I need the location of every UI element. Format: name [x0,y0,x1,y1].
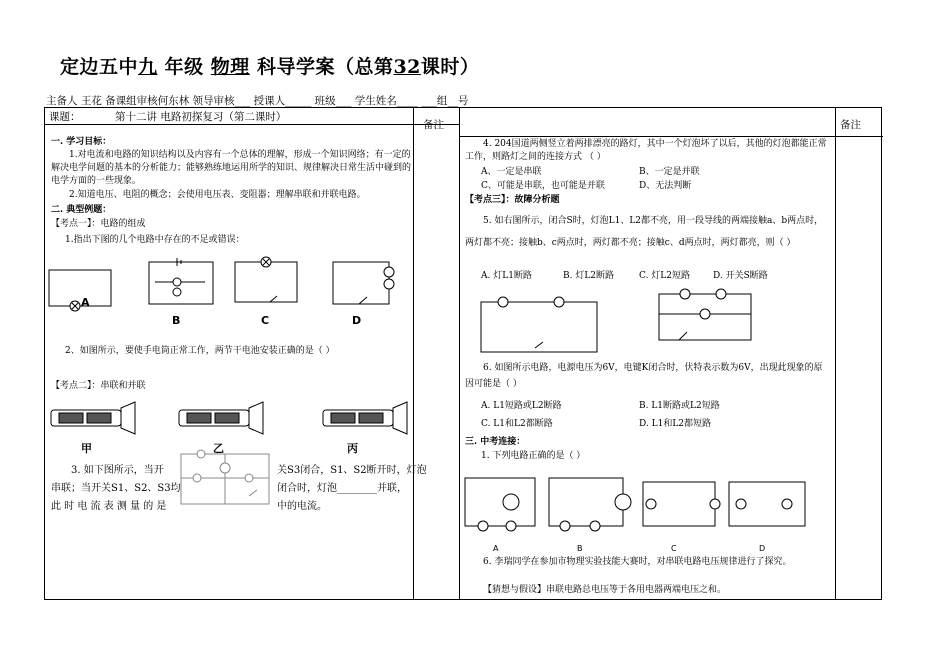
q4-option-c: C、可能是串联，也可能是并联 [481,181,605,191]
q6-option-d: D. L1和L2都短路 [639,419,712,429]
row-divider-right [459,136,883,137]
q6-option-b: B. L1断路或L2短路 [639,401,720,411]
question-3-right-c: 中的电流。 [277,501,327,512]
q5-option-c: C. 灯L2短路 [639,271,690,281]
circuit-figure-q6 [645,288,775,348]
topic-point-2: 【考点二】：串联和并联 [51,381,146,391]
fig3-label-d: D [759,544,766,553]
objective-2: 2.知道电压、电阻的概念；会使用电压表、变阻器；理解串联和并联电路。 [69,190,366,200]
flashlight-figures [45,398,413,438]
col-divider-2 [459,108,460,599]
q4-option-b: B、一定是并联 [639,167,700,177]
question-3-right-a: 关S3闭合，S1、S2断开时，灯泡 [277,465,427,476]
circuit-figure-q3 [175,448,275,510]
circuit-figures-3 [461,468,835,538]
topic-point-1: 【考点一】：电路的组成 [51,219,146,229]
question-2: 2、如图所示，要使手电筒正常工作，两节干电池安装正确的是（ ） [65,346,335,356]
objective-1: 1.对电流和电路的知识结构以及内容有一个总体的理解，形成一个知识网络；有一定的解决电学问题的基本的分析能力；能够熟练地运用所学的知识、规律解决日常生活中碰到的电学方面的一些现象。 [51,150,412,186]
fig2-label-jia: 甲 [81,442,92,455]
topic-label: 课题： [49,111,81,123]
question-3-line-c: 此 时 电 流 表 测 量 的 是 [51,501,167,512]
q6-option-c: C. L1和L2都断路 [481,419,553,429]
fig2-label-bing: 丙 [347,442,358,455]
q4-option-d: D、无法判断 [639,181,692,191]
question-3-right-b: 闭合时，灯泡________并联， [277,483,407,494]
col-divider-1 [413,108,414,599]
question-1: 1.指出下图的几个电路中存在的不足或错误： [65,235,245,245]
hypothesis-line: 【猜想与假设】串联电路总电压等于各用电器两端电压之和。 [483,585,727,595]
fig3-label-c: C [671,544,677,553]
exam-question-1: 1. 下列电路正确的是（ ） [481,451,586,461]
topic-point-3: 【考点三】：故障分析题 [465,195,560,205]
q6-option-a: A. L1短路或L2断路 [481,401,562,411]
notes-header-left: 备注 [423,119,444,131]
q5-option-a: A. 灯L1断路 [481,271,532,281]
row-divider-left [45,124,459,125]
exam-question-6: 6. 李瑞同学在参加市物理实验技能大赛时，对串联电路电压规律进行了探究。 [483,557,792,567]
fig1-label-a: A [81,296,90,309]
document-title: 定边五中九 年级 物理 科导学案（总第32课时） [60,56,480,78]
section-examples: 二. 典型例题： [51,205,112,215]
fig3-label-b: B [577,544,583,553]
fig3-label-a: A [493,544,499,553]
fig1-label-d: D [352,314,362,327]
q5-option-d: D. 开关S断路 [713,271,768,281]
fig1-label-c: C [261,314,270,327]
section-objectives: 一. 学习目标： [51,137,112,147]
fig2-label-yi: 乙 [213,442,224,455]
question-3-line-a: 3. 如下图所示，当开 [71,465,164,476]
question-3-line-b: 串联；当开关S1、S2、S3均 [51,483,181,494]
worksheet-table [44,107,882,600]
circuit-figure-q5 [475,288,605,358]
q5-option-b: B. 灯L2断路 [563,271,615,281]
author-line: 主备人 王花 备课组审核何东林 领导审核___ 授课人_____ 班级___ 学生姓名____ ___组__号 [46,95,469,107]
fig1-label-b: B [172,314,181,327]
section-exam-link: 三. 中考连接： [465,437,526,447]
q4-option-a: A、一定是串联 [481,167,542,177]
question-4: 4. 204国道两侧竖立着两排漂亮的路灯，其中一个灯泡坏了以后，其他的灯泡都能正常工作，则路灯之间的连接方式 （ ） [465,139,827,162]
topic-title: 第十二讲 电路初探复习（第二课时） [115,111,287,123]
question-5: 5. 如右图所示，闭合S时，灯泡L1、L2都不亮，用一段导线的两端接触a、b两点时，两灯都不亮；接触b、c两点时，两灯都不亮；接触c、d两点时，两灯都亮，则（ ） [465,216,824,248]
notes-header-right: 备注 [840,119,861,131]
question-6: 6. 如图所示电路，电源电压为6V，电键K闭合时，伏特表示数为6V，出现此现象的原因可能是（ ） [465,363,823,389]
col-divider-3 [835,108,836,599]
